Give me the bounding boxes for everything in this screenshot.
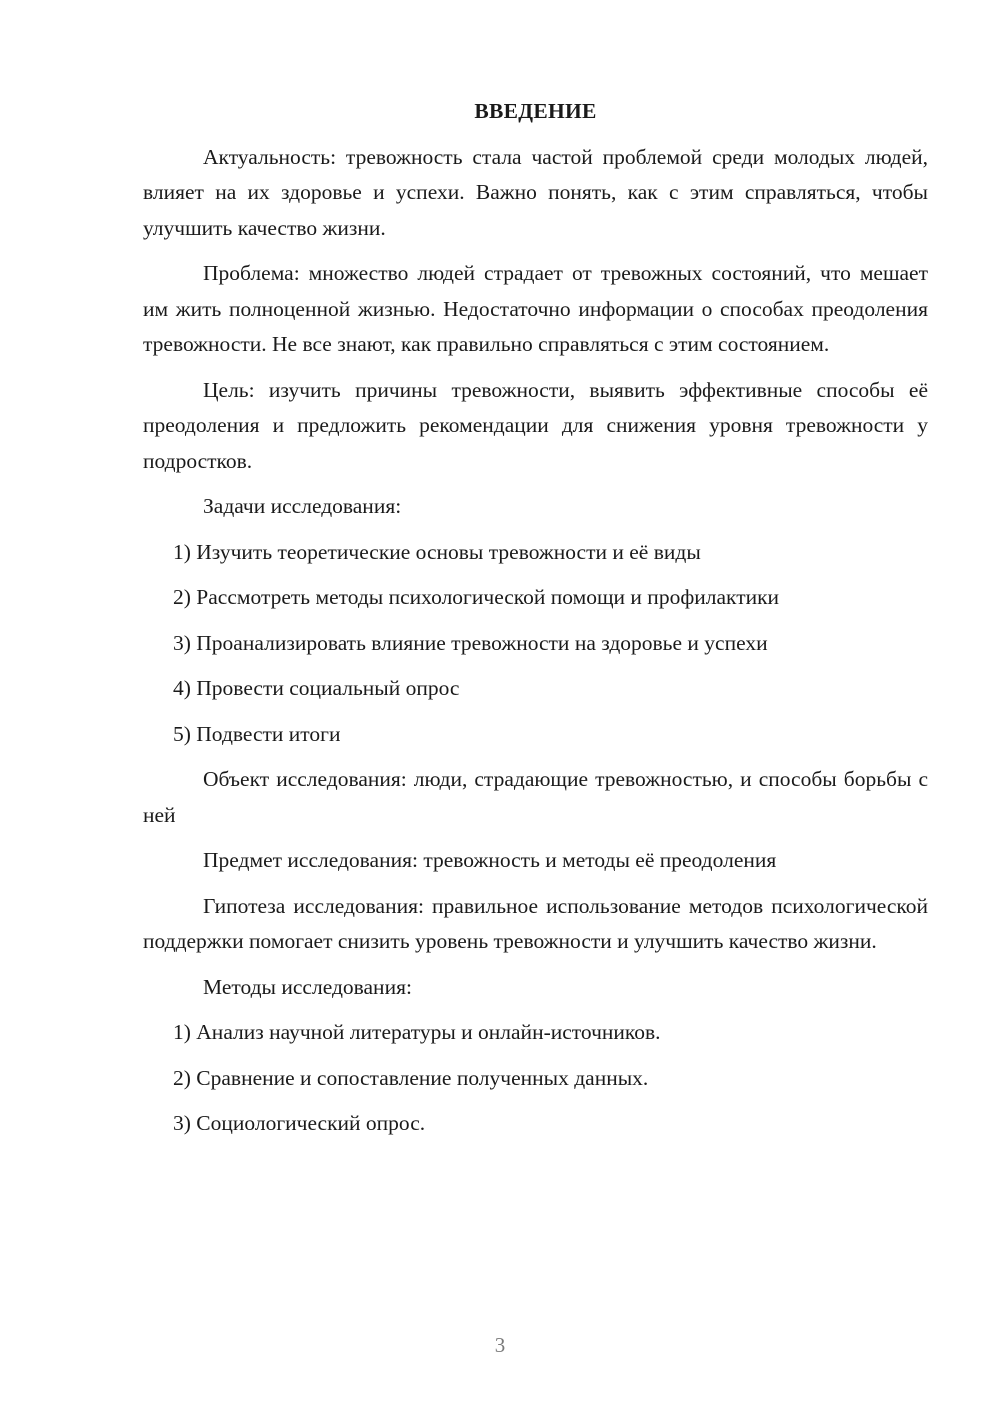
tasks-list bbox=[143, 535, 928, 753]
list-item: 1) Анализ научной литературы и онлайн-источников. bbox=[173, 1020, 661, 1044]
list-item: 2) Сравнение и сопоставление полученных данных. bbox=[173, 1065, 649, 1090]
methods-heading: Методы исследования: bbox=[203, 974, 412, 999]
list-item: 4) Провести социальный опрос bbox=[173, 676, 460, 700]
hypothesis-paragraph: Гипотеза исследования: правильное использование методов психологической поддержки помогает снизить уровень тревожности и улучшить качество жизни. bbox=[143, 893, 928, 953]
list-item: 1) Изучить теоретические основы тревожности и её виды bbox=[173, 539, 701, 564]
page-number: 3 bbox=[494, 1333, 506, 1357]
problem-paragraph: Проблема: множество людей страдает от тревожных состояний, что мешает им жить полноценной жизнью. Недостаточно информации о способах преодоления тревожности. Не все знают, как правильно справляться с этим состоянием. bbox=[143, 261, 928, 356]
list-item: 3) Проанализировать влияние тревожности на здоровье и успехи bbox=[173, 630, 768, 655]
list-item: 3) Социологический опрос. bbox=[173, 1111, 426, 1135]
list-item: 2) Рассмотреть методы психологической помощи и профилактики bbox=[173, 585, 780, 609]
page-title: ВВЕДЕНИЕ bbox=[474, 99, 597, 123]
subject-paragraph: Предмет исследования: тревожность и методы её преодоления bbox=[203, 848, 777, 872]
document-page bbox=[143, 94, 928, 1152]
list-item: 5) Подвести итоги bbox=[173, 721, 341, 746]
tasks-heading: Задачи исследования: bbox=[203, 494, 402, 518]
object-paragraph: Объект исследования: люди, страдающие тревожностью, и способы борьбы с ней bbox=[143, 767, 928, 827]
goal-paragraph: Цель: изучить причины тревожности, выявить эффективные способы её преодоления и предложить рекомендации для снижения уровня тревожности у подростков. bbox=[143, 377, 928, 473]
methods-list bbox=[143, 1015, 928, 1142]
relevance-paragraph: Актуальность: тревожность стала частой проблемой среди молодых людей, влияет на их здоровье и успехи. Важно понять, как с этим справляться, чтобы улучшить качество жизни. bbox=[143, 144, 928, 240]
